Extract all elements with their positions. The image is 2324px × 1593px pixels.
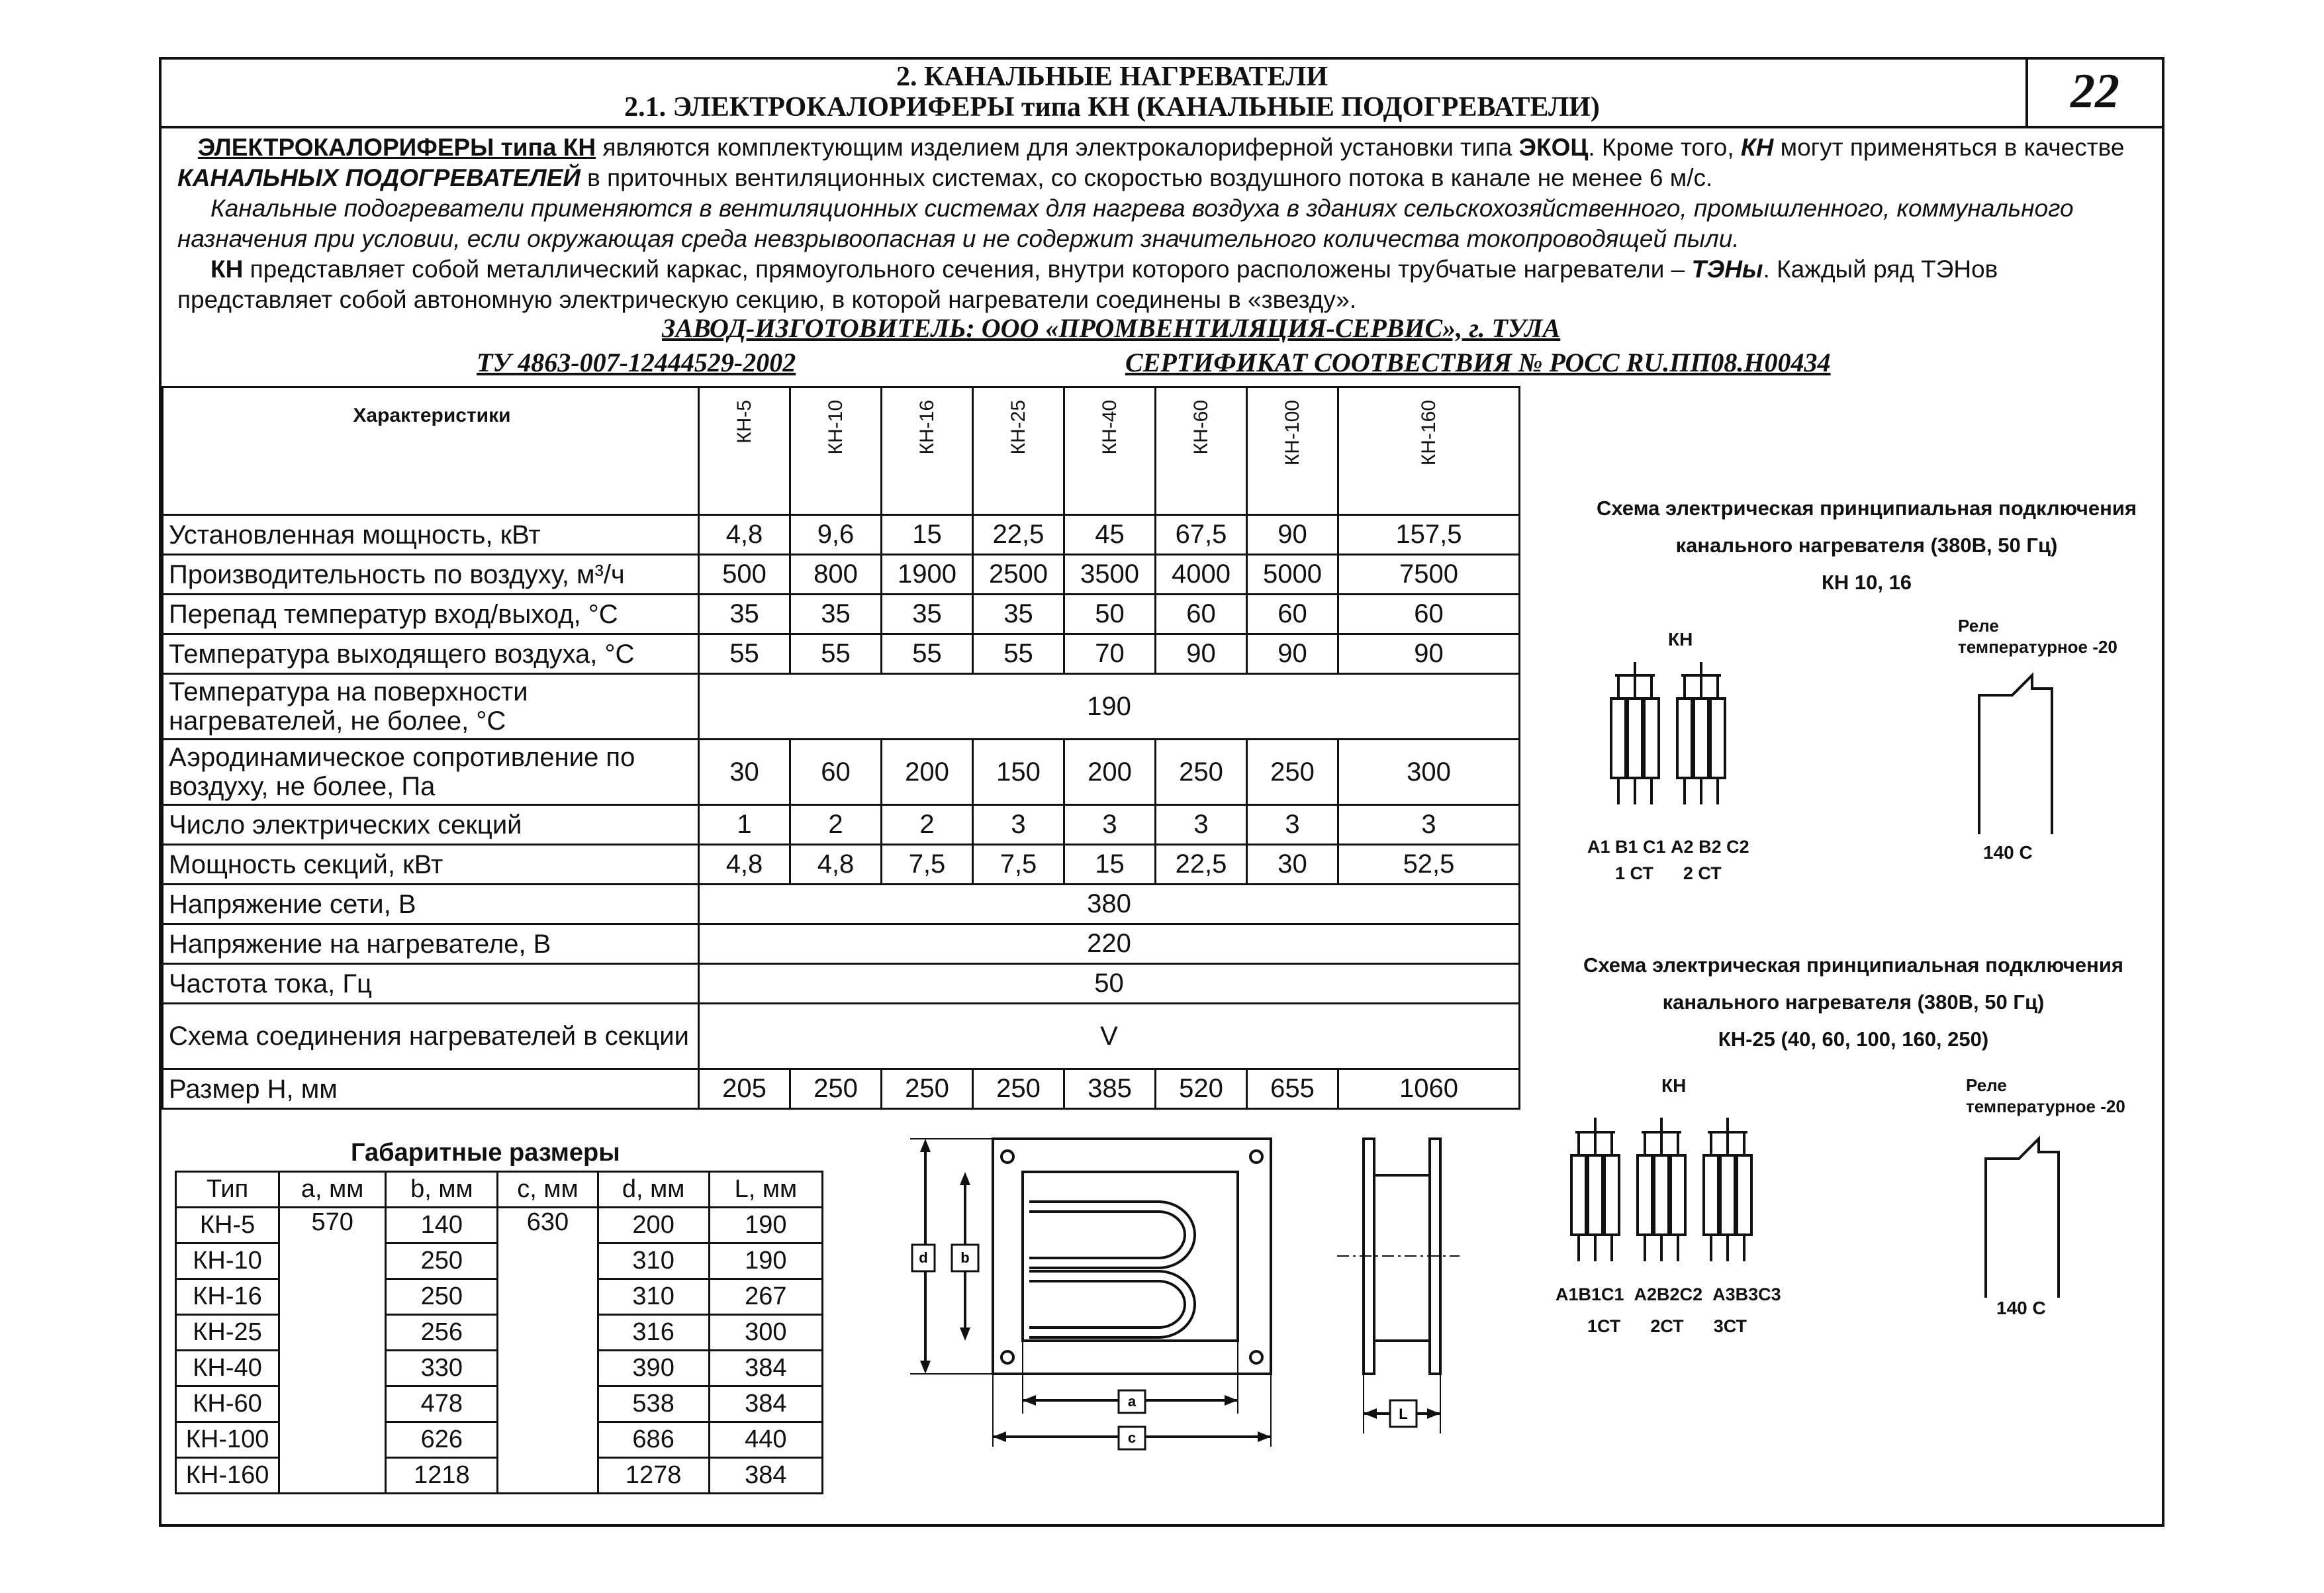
spec-cell: 200 (882, 740, 973, 805)
dims-d: 390 (598, 1351, 709, 1386)
dims-header: L, мм (709, 1172, 822, 1208)
dims-L: 384 (709, 1458, 822, 1494)
spec-cell: 9,6 (790, 515, 882, 555)
intro-bold: КН (210, 256, 244, 283)
dims-d: 200 (598, 1208, 709, 1243)
spec-cell: 60 (1338, 595, 1520, 634)
intro-text-span: могут применяться в качестве (1773, 134, 2125, 161)
spec-model-name: КН-10 (824, 400, 847, 455)
scheme2-title-line: канального нагревателя (380В, 50 Гц) (1662, 990, 2045, 1014)
spec-cell: 7500 (1338, 555, 1520, 595)
dims-d: 686 (598, 1422, 709, 1458)
spec-row (163, 595, 1520, 634)
spec-model-header (790, 387, 882, 515)
spec-cell: 250 (973, 1069, 1064, 1109)
scheme2-title-line: Схема электрическая принципиальная подключения (1583, 953, 2124, 977)
dims-type: КН-40 (176, 1351, 279, 1386)
spec-cell: 200 (1064, 740, 1156, 805)
scheme1-title-line: канального нагревателя (380В, 50 Гц) (1675, 534, 2058, 557)
scheme2-temp: 140 С (1996, 1298, 2046, 1318)
intro-text-span: являются комплектующим изделием для электрокалориферной установки типа (596, 134, 1519, 161)
spec-merged-value: 380 (699, 885, 1520, 924)
spec-cell: 250 (1247, 740, 1338, 805)
spec-cell: 4,8 (699, 845, 790, 885)
dims-header-row (176, 1172, 823, 1208)
spec-row (163, 964, 1520, 1004)
scheme1-title (1582, 490, 2151, 601)
scheme1-sections: 1 СТ 2 СТ (1615, 863, 1722, 883)
dims-L: 440 (709, 1422, 822, 1458)
intro-bold: КАНАЛЬНЫХ ПОДОГРЕВАТЕЛЕЙ (177, 164, 581, 191)
spec-cell: 800 (790, 555, 882, 595)
scheme1-relay-symbol (1973, 669, 2072, 841)
spec-cell: 4,8 (790, 845, 882, 885)
intro-paragraph-1 (177, 132, 2157, 193)
scheme2-kn-label: КН (1661, 1075, 1687, 1096)
subsection-title: 2.1. ЭЛЕКТРОКАЛОРИФЕРЫ типа КН (КАНАЛЬНЫЕ ПОДОГРЕВАТЕЛИ) (624, 92, 1600, 122)
spec-row-label: Число электрических секций (163, 805, 699, 845)
spec-cell: 250 (1156, 740, 1247, 805)
dims-header: a, мм (279, 1172, 386, 1208)
spec-row-label: Частота тока, Гц (163, 964, 699, 1004)
spec-cell: 55 (973, 634, 1064, 674)
scheme1-terminals: А1 В1 С1 А2 В2 С2 (1587, 837, 1749, 857)
spec-model-header (882, 387, 973, 515)
spec-cell: 52,5 (1338, 845, 1520, 885)
spec-cell: 500 (699, 555, 790, 595)
spec-cell: 2 (882, 805, 973, 845)
intro-bold: ЭКОЦ (1518, 134, 1589, 161)
dims-L: 384 (709, 1351, 822, 1386)
dims-d: 538 (598, 1386, 709, 1422)
scheme2-title (1569, 947, 2138, 1058)
spec-cell: 35 (699, 595, 790, 634)
spec-cell: 55 (790, 634, 882, 674)
spec-row-label: Размер Н, мм (163, 1069, 699, 1109)
spec-row (163, 674, 1520, 740)
dims-type: КН-10 (176, 1243, 279, 1279)
spec-cell: 4,8 (699, 515, 790, 555)
spec-model-header (699, 387, 790, 515)
spec-model-header (1156, 387, 1247, 515)
spec-row (163, 740, 1520, 805)
scheme2-title-line: КН-25 (40, 60, 100, 160, 250) (1718, 1028, 1989, 1051)
dims-type: КН-16 (176, 1279, 279, 1315)
spec-cell: 7,5 (882, 845, 973, 885)
spec-cell: 1 (699, 805, 790, 845)
spec-row-label: Установленная мощность, кВт (163, 515, 699, 555)
spec-model-name: КН-100 (1281, 400, 1303, 466)
spec-row-label: Температура выходящего воздуха, °С (163, 634, 699, 674)
spec-model-name: КН-40 (1098, 400, 1121, 455)
dims-a: 570 (279, 1208, 386, 1494)
dims-header: d, мм (598, 1172, 709, 1208)
tech-spec-code: ТУ 4863-007-12444529-2002 (477, 348, 796, 377)
dimensions-table (175, 1171, 823, 1494)
side-view-drawing (1330, 1135, 1463, 1447)
spec-cell: 60 (790, 740, 882, 805)
spec-cell: 55 (699, 634, 790, 674)
dim-label-L: L (1399, 1406, 1408, 1422)
intro-text-span: . Кроме того, (1588, 134, 1741, 161)
spec-model-name: КН-5 (733, 400, 755, 444)
spec-cell: 35 (790, 595, 882, 634)
dimensions-title: Габаритные размеры (351, 1139, 620, 1167)
dims-b: 256 (386, 1315, 498, 1351)
scheme1-title-line: Схема электрическая принципиальная подключения (1596, 497, 2137, 520)
dims-b: 250 (386, 1243, 498, 1279)
spec-cell: 4000 (1156, 555, 1247, 595)
dims-b: 1218 (386, 1458, 498, 1494)
spec-cell: 90 (1338, 634, 1520, 674)
spec-cell: 30 (1247, 845, 1338, 885)
dims-b: 330 (386, 1351, 498, 1386)
spec-merged-value: V (699, 1004, 1520, 1069)
spec-row (163, 634, 1520, 674)
spec-cell: 22,5 (1156, 845, 1247, 885)
intro-text-span: . Каждый ряд ТЭНов представляет собой автономную электрическую секцию, в которой нагреватели соединены в «звезду». (177, 256, 1998, 313)
dim-label-a: a (1127, 1393, 1137, 1410)
spec-cell: 35 (973, 595, 1064, 634)
scheme2-terminals: А1В1С1 А2В2С2 А3В3С3 (1556, 1284, 1781, 1304)
spec-cell: 250 (790, 1069, 882, 1109)
dims-type: КН-160 (176, 1458, 279, 1494)
spec-row (163, 515, 1520, 555)
spec-model-name: КН-25 (1007, 400, 1029, 455)
spec-cell: 50 (1064, 595, 1156, 634)
section-title: 2. КАНАЛЬНЫЕ НАГРЕВАТЕЛИ (896, 62, 1328, 92)
scheme2-sections: 1СТ 2СТ 3СТ (1587, 1316, 1747, 1336)
spec-row-label: Температура на поверхности нагревателей, не более, °С (163, 674, 699, 740)
dims-d: 310 (598, 1279, 709, 1315)
dims-c: 630 (498, 1208, 598, 1494)
intro-paragraph-3 (177, 254, 2157, 315)
dims-header: Тип (176, 1172, 279, 1208)
intro-bold: КН (1740, 134, 1774, 161)
spec-cell: 90 (1247, 634, 1338, 674)
spec-cell: 300 (1338, 740, 1520, 805)
dims-b: 478 (386, 1386, 498, 1422)
scheme1-relay-label: Реле (1958, 616, 1999, 636)
spec-model-header (1064, 387, 1156, 515)
dims-row (176, 1208, 823, 1243)
spec-cell: 157,5 (1338, 515, 1520, 555)
dims-L: 190 (709, 1208, 822, 1243)
spec-cell: 5000 (1247, 555, 1338, 595)
spec-table (162, 386, 1520, 1110)
dims-d: 310 (598, 1243, 709, 1279)
spec-row (163, 885, 1520, 924)
spec-row-label: Мощность секций, кВт (163, 845, 699, 885)
scheme2-relay-label: температурное -20 (1966, 1096, 2125, 1116)
dims-L: 384 (709, 1386, 822, 1422)
spec-row (163, 1069, 1520, 1109)
spec-row (163, 1004, 1520, 1069)
spec-row-label: Напряжение сети, В (163, 885, 699, 924)
intro-text-span: в приточных вентиляционных системах, со скоростью воздушного потока в канале не менее 6 м/с. (580, 164, 1713, 191)
intro-paragraph-2: Канальные подогреватели применяются в вентиляционных системах для нагрева воздуха в зданиях сельскохозяйственного, промышленного, коммунального назначения при условии, если окружающая среда невзрывоопасная и не содержит значительного количества токопроводящей пыли. (177, 195, 2074, 252)
spec-cell: 150 (973, 740, 1064, 805)
spec-model-header (1247, 387, 1338, 515)
spec-cell: 90 (1247, 515, 1338, 555)
scheme1-kn-label: КН (1668, 629, 1693, 650)
intro-bold: ТЭНы (1691, 256, 1763, 283)
spec-cell: 45 (1064, 515, 1156, 555)
scheme2-heater-diagram (1562, 1112, 1781, 1284)
spec-header-row (163, 387, 1520, 515)
dims-L: 267 (709, 1279, 822, 1315)
certificate: СЕРТИФИКАТ СООТВЕСТВИЯ № РОСС RU.ПП08.Н00434 (1125, 348, 1831, 377)
manufacturer: ЗАВОД-ИЗГОТОВИТЕЛЬ: ООО «ПРОМВЕНТИЛЯЦИЯ-СЕРВИС», г. ТУЛА (662, 313, 1561, 343)
spec-cell: 15 (882, 515, 973, 555)
dims-type: КН-25 (176, 1315, 279, 1351)
dim-label-d: d (919, 1249, 928, 1266)
spec-cell: 3 (1247, 805, 1338, 845)
dims-b: 250 (386, 1279, 498, 1315)
spec-cell: 3500 (1064, 555, 1156, 595)
spec-cell: 60 (1247, 595, 1338, 634)
spec-merged-value: 50 (699, 964, 1520, 1004)
spec-row-label: Напряжение на нагревателе, В (163, 924, 699, 964)
dims-type: КН-5 (176, 1208, 279, 1243)
dims-L: 190 (709, 1243, 822, 1279)
dims-d: 316 (598, 1315, 709, 1351)
scheme1-heater-diagram (1602, 655, 1747, 814)
spec-row-label: Производительность по воздуху, м³/ч (163, 555, 699, 595)
spec-row-label: Аэродинамическое сопротивление по воздуху, не более, Па (163, 740, 699, 805)
spec-cell: 3 (1338, 805, 1520, 845)
spec-cell: 3 (1156, 805, 1247, 845)
scheme2-relay-label: Реле (1966, 1075, 2007, 1095)
scheme2-relay-symbol (1979, 1132, 2078, 1304)
page-number: 22 (2070, 64, 2119, 119)
spec-cell: 3 (1064, 805, 1156, 845)
dims-header: b, мм (386, 1172, 498, 1208)
scheme1-relay-label: температурное -20 (1958, 637, 2117, 657)
intro-lead: ЭЛЕКТРОКАЛОРИФЕРЫ типа КН (197, 134, 596, 161)
front-view-drawing (907, 1135, 1291, 1460)
dims-header: c, мм (498, 1172, 598, 1208)
spec-cell: 70 (1064, 634, 1156, 674)
spec-cell: 90 (1156, 634, 1247, 674)
spec-row (163, 924, 1520, 964)
spec-merged-value: 220 (699, 924, 1520, 964)
spec-row (163, 805, 1520, 845)
spec-cell: 15 (1064, 845, 1156, 885)
scheme1-temp: 140 С (1983, 842, 2033, 863)
spec-header-label: Характеристики (163, 387, 699, 515)
spec-cell: 2500 (973, 555, 1064, 595)
spec-model-name: КН-60 (1189, 400, 1212, 455)
spec-row (163, 555, 1520, 595)
spec-cell: 205 (699, 1069, 790, 1109)
dims-d: 1278 (598, 1458, 709, 1494)
spec-cell: 7,5 (973, 845, 1064, 885)
spec-model-header (973, 387, 1064, 515)
dim-label-c: c (1127, 1429, 1137, 1446)
dims-b: 140 (386, 1208, 498, 1243)
spec-cell: 67,5 (1156, 515, 1247, 555)
spec-row-label: Схема соединения нагревателей в секции (163, 1004, 699, 1069)
spec-cell: 55 (882, 634, 973, 674)
dims-b: 626 (386, 1422, 498, 1458)
spec-model-header (1338, 387, 1520, 515)
spec-cell: 385 (1064, 1069, 1156, 1109)
intro-text-span: представляет собой металлический каркас, прямоугольного сечения, внутри которого расположены трубчатые нагреватели – (243, 256, 1692, 283)
scheme1-title-line: КН 10, 16 (1821, 571, 1912, 594)
spec-model-name: КН-160 (1417, 400, 1440, 466)
header-divider (159, 126, 2164, 128)
dim-label-b: b (960, 1249, 970, 1266)
spec-merged-value: 190 (699, 674, 1520, 740)
spec-row (163, 845, 1520, 885)
dims-L: 300 (709, 1315, 822, 1351)
spec-cell: 3 (973, 805, 1064, 845)
intro-text (177, 132, 2157, 315)
spec-cell: 250 (882, 1069, 973, 1109)
spec-cell: 1900 (882, 555, 973, 595)
spec-cell: 30 (699, 740, 790, 805)
spec-cell: 22,5 (973, 515, 1064, 555)
spec-cell: 520 (1156, 1069, 1247, 1109)
spec-cell: 2 (790, 805, 882, 845)
spec-cell: 60 (1156, 595, 1247, 634)
spec-cell: 655 (1247, 1069, 1338, 1109)
spec-model-name: КН-16 (915, 400, 938, 455)
dims-type: КН-100 (176, 1422, 279, 1458)
spec-cell: 1060 (1338, 1069, 1520, 1109)
spec-cell: 35 (882, 595, 973, 634)
spec-row-label: Перепад температур вход/выход, °С (163, 595, 699, 634)
dims-type: КН-60 (176, 1386, 279, 1422)
